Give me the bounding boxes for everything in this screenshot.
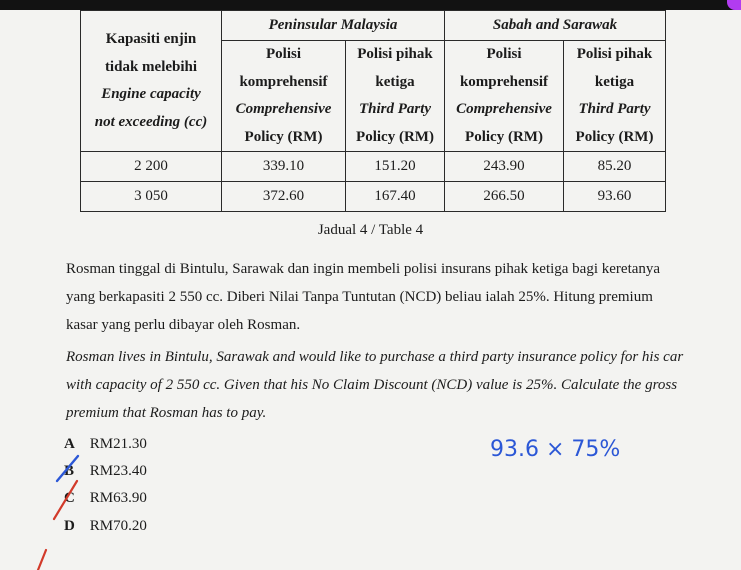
header-text: Comprehensive	[235, 101, 332, 117]
engine-capacity-header	[81, 11, 222, 152]
option-text: RM21.30	[89, 436, 147, 452]
header-text: Comprehensive	[456, 101, 552, 117]
header-text: Policy (RM)	[575, 128, 654, 145]
insurance-premium-table	[80, 10, 666, 212]
header-text: ketiga	[594, 73, 635, 90]
question-malay: Rosman tinggal di Bintulu, Sarawak dan ingin membeli polisi insurans pihak ketiga bagi keretanya yang berkapasiti 2 550 cc. Diberi Nilai Tanpa Tuntutan (NCD) beliau ialah 25%. Hitung premium kasar yang perlu dibayar oleh Rosman.	[66, 261, 661, 333]
header-text: Policy (RM)	[465, 128, 543, 145]
header-text: Third Party	[358, 101, 432, 117]
table-cell: 266.50	[445, 182, 564, 212]
table-cell: 2 200	[81, 152, 222, 182]
peninsular-comprehensive-header	[222, 41, 346, 152]
option-a[interactable]	[64, 436, 147, 453]
header-text: Policy (RM)	[244, 128, 323, 145]
engine-header-malay-2: tidak melebihi	[104, 58, 198, 75]
engine-header-english-2: not exceeding (cc)	[94, 113, 208, 130]
sabah-comprehensive-header	[445, 41, 564, 152]
table-cell: 85.20	[564, 152, 666, 182]
option-letter: A	[64, 436, 75, 452]
peninsular-third-party-header	[346, 41, 445, 152]
table-row	[81, 152, 666, 182]
header-text: Polisi pihak	[576, 46, 653, 62]
option-letter: B	[64, 463, 75, 479]
option-text: RM63.90	[89, 490, 147, 506]
sabah-group-header: Sabah and Sarawak	[445, 11, 666, 41]
option-text: RM70.20	[89, 518, 147, 534]
option-d[interactable]	[64, 518, 147, 535]
sabah-third-party-header	[564, 41, 666, 152]
option-letter: C	[64, 490, 75, 506]
table-cell: 93.60	[564, 182, 666, 212]
header-text: Third Party	[578, 101, 651, 117]
option-b[interactable]	[64, 463, 147, 480]
engine-header-english-1: Engine capacity	[101, 86, 201, 102]
table-cell: 243.90	[445, 152, 564, 182]
table-cell: 372.60	[222, 182, 346, 212]
engine-header-malay-1: Kapasiti enjin	[105, 31, 197, 47]
header-text: komprehensif	[459, 73, 549, 90]
question-english: Rosman lives in Bintulu, Sarawak and would like to purchase a third party insurance policy for his car with capacity of 2 550 cc. Given that his No Claim Discount (NCD) value is 25%. Calculate the gross premium that Rosman has to pay.	[66, 349, 684, 421]
table-cell: 151.20	[346, 152, 445, 182]
peninsular-group-header: Peninsular Malaysia	[222, 11, 445, 41]
table-row	[81, 182, 666, 212]
option-text: RM23.40	[89, 463, 147, 479]
header-text: Polisi pihak	[357, 46, 433, 62]
option-letter: D	[64, 518, 75, 534]
table-caption: Jadual 4 / Table 4	[317, 222, 424, 238]
header-text: Policy (RM)	[356, 128, 434, 145]
header-text: komprehensif	[239, 73, 328, 90]
table-cell: 3 050	[81, 182, 222, 212]
red-mark	[38, 550, 46, 570]
table-cell: 167.40	[346, 182, 445, 212]
header-text: ketiga	[375, 73, 415, 90]
option-c[interactable]	[64, 490, 147, 507]
header-text: Polisi	[486, 46, 522, 62]
handwritten-working: 93.6 × 75%	[490, 437, 621, 462]
top-bar-accent	[727, 0, 741, 10]
table-cell: 339.10	[222, 152, 346, 182]
header-text: Polisi	[265, 46, 301, 62]
top-bar	[0, 0, 741, 10]
